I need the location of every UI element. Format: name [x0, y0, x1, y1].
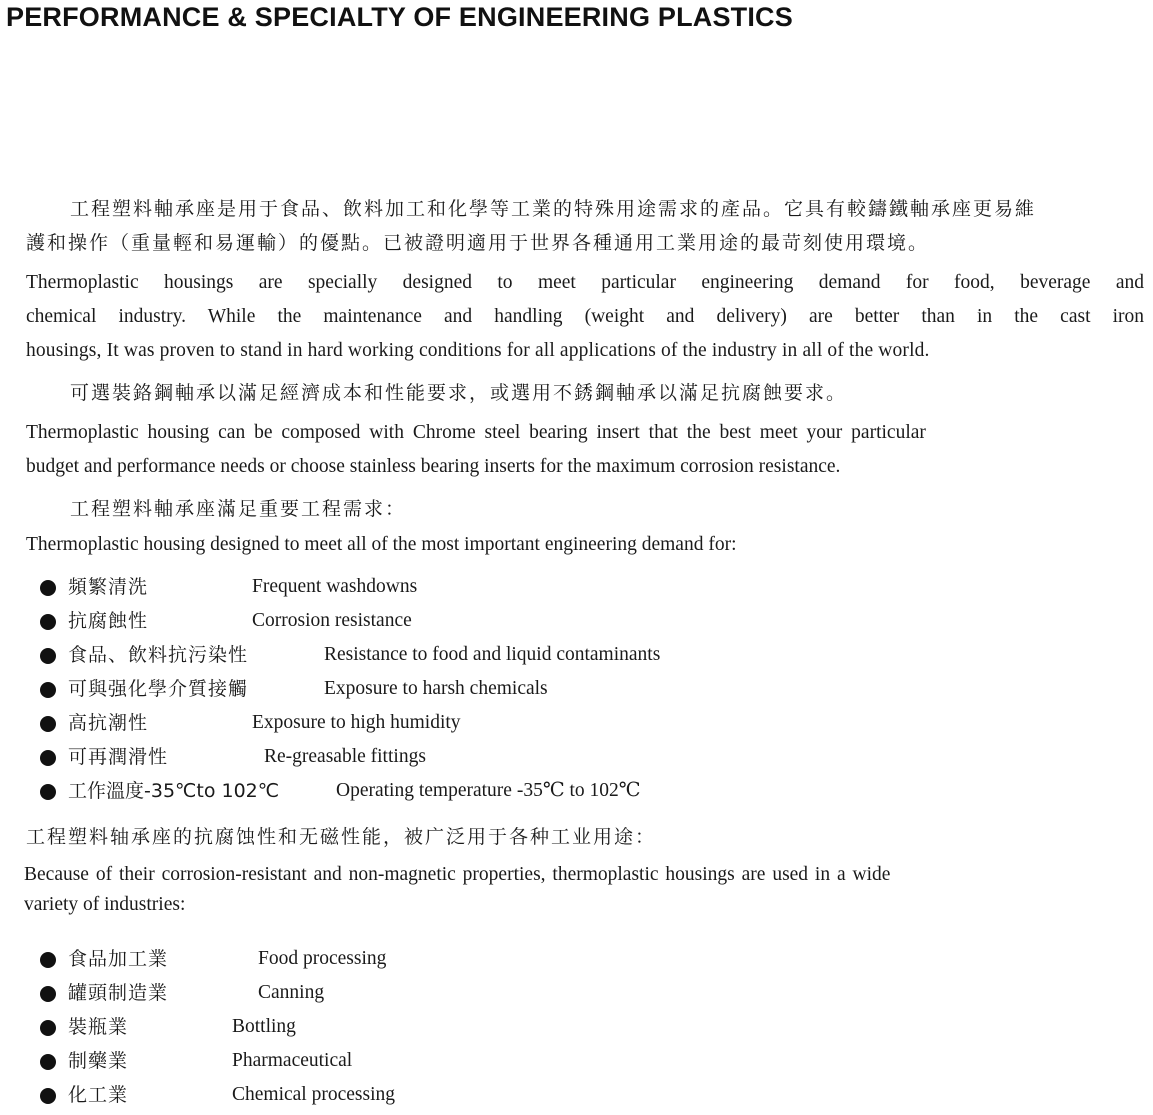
- bullet-icon: [40, 580, 56, 596]
- industry-item-en: Chemical processing: [232, 1084, 395, 1105]
- bullet-icon: [40, 750, 56, 766]
- demand-item-cn: 可再潤滑性: [68, 746, 169, 768]
- industry-item-cn: 制藥業: [68, 1050, 129, 1072]
- bullet-icon: [40, 716, 56, 732]
- intro-en-line-2: chemical industry. While the maintenance and handling (weight and delivery) are better than in the cast iron: [26, 306, 1144, 327]
- bullet-icon: [40, 986, 56, 1002]
- demand-item-cn: 工作溫度-35℃to 102℃: [68, 780, 280, 802]
- intro-cn-line-1: 工程塑料軸承座是用于食品、飲料加工和化學等工業的特殊用途需求的產品。它具有較鑄鐵軸承座更易維: [70, 198, 1037, 220]
- intro-en-line-1: Thermoplastic housings are specially designed to meet particular engineering demand for food, beverage and: [26, 272, 1144, 293]
- industries-en-line-2: variety of industries:: [24, 894, 186, 915]
- demand-en-heading: Thermoplastic housing designed to meet all of the most important engineering demand for:: [26, 534, 737, 555]
- intro-cn-line-2: 護和操作（重量輕和易運輸）的優點。已被證明適用于世界各種通用工業用途的最苛刻使用環境。: [26, 232, 930, 254]
- bullet-icon: [40, 1054, 56, 1070]
- bullet-icon: [40, 952, 56, 968]
- demand-item-cn: 可與强化學介質接觸: [68, 678, 249, 700]
- options-en-line-1: Thermoplastic housing can be composed with Chrome steel bearing insert that the best meet your particular: [26, 422, 926, 443]
- industry-item-cn: 罐頭制造業: [68, 982, 169, 1004]
- demand-item-en: Resistance to food and liquid contaminants: [324, 644, 661, 665]
- intro-en-line-3: housings, It was proven to stand in hard working conditions for all applications of the industry in all of the world.: [26, 340, 930, 361]
- industries-cn-heading: 工程塑料轴承座的抗腐蚀性和无磁性能，被广泛用于各种工业用途：: [26, 826, 657, 848]
- demand-item-cn: 高抗潮性: [68, 712, 149, 734]
- bullet-icon: [40, 614, 56, 630]
- bullet-icon: [40, 784, 56, 800]
- page-title: PERFORMANCE & SPECIALTY OF ENGINEERING PLASTICS: [6, 2, 793, 32]
- industry-item-cn: 食品加工業: [68, 948, 169, 970]
- bullet-icon: [40, 1088, 56, 1104]
- demand-item-en: Exposure to high humidity: [252, 712, 461, 733]
- demand-item-en: Frequent washdowns: [252, 576, 418, 597]
- demand-item-cn: 食品、飲料抗污染性: [68, 644, 249, 666]
- demand-item-cn: 抗腐蝕性: [68, 610, 149, 632]
- industries-en-line-1: Because of their corrosion-resistant and non-magnetic properties, thermoplastic housings are used in a wide: [24, 864, 891, 885]
- demand-item-cn: 頻繁清洗: [68, 576, 149, 598]
- options-cn: 可選裝鉻鋼軸承以滿足經濟成本和性能要求，或選用不銹鋼軸承以滿足抗腐蝕要求。: [70, 382, 848, 404]
- bullet-icon: [40, 1020, 56, 1036]
- industry-item-en: Pharmaceutical: [232, 1050, 353, 1071]
- demand-item-en: Corrosion resistance: [252, 610, 412, 631]
- demand-cn-heading: 工程塑料軸承座滿足重要工程需求：: [70, 498, 407, 520]
- industry-item-cn: 裝瓶業: [68, 1016, 129, 1038]
- options-en-line-2: budget and performance needs or choose stainless bearing inserts for the maximum corrosion resistance.: [26, 456, 841, 477]
- demand-item-en: Operating temperature -35℃ to 102℃: [336, 780, 641, 801]
- demand-item-en: Exposure to harsh chemicals: [324, 678, 548, 699]
- industry-item-en: Bottling: [232, 1016, 296, 1037]
- demand-item-en: Re-greasable fittings: [264, 746, 426, 767]
- bullet-icon: [40, 682, 56, 698]
- industry-item-en: Canning: [258, 982, 325, 1003]
- bullet-icon: [40, 648, 56, 664]
- industry-item-cn: 化工業: [68, 1084, 129, 1106]
- industry-item-en: Food processing: [258, 948, 387, 969]
